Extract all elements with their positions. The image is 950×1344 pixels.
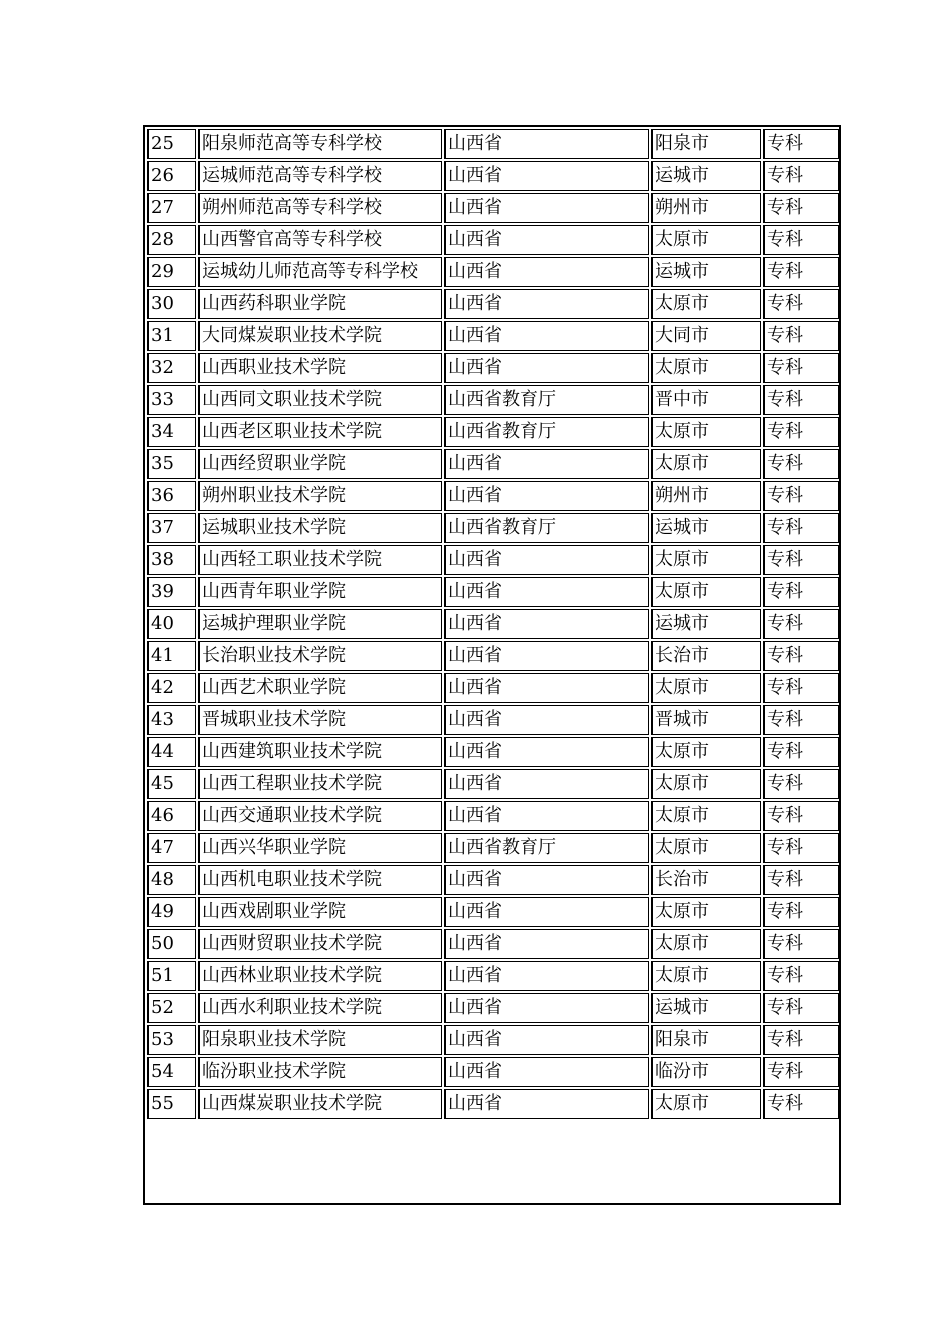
- level-cell: 专科: [763, 193, 839, 223]
- row-number-cell: 52: [147, 993, 196, 1023]
- level-cell: 专科: [763, 897, 839, 927]
- table-row: [147, 929, 839, 959]
- table-row: [147, 641, 839, 671]
- college-name-cell: 运城职业技术学院: [198, 513, 442, 543]
- department-cell: 山西省教育厅: [444, 513, 649, 543]
- table-row: [147, 129, 839, 159]
- college-name-cell: 山西同文职业技术学院: [198, 385, 442, 415]
- table-row: [147, 449, 839, 479]
- department-cell: 山西省: [444, 321, 649, 351]
- level-cell: 专科: [763, 417, 839, 447]
- level-cell: 专科: [763, 353, 839, 383]
- department-cell: 山西省: [444, 289, 649, 319]
- city-cell: 阳泉市: [651, 129, 761, 159]
- level-cell: 专科: [763, 737, 839, 767]
- city-cell: 太原市: [651, 577, 761, 607]
- row-number-cell: 46: [147, 801, 196, 831]
- department-cell: 山西省教育厅: [444, 833, 649, 863]
- table-row: [147, 737, 839, 767]
- department-cell: 山西省教育厅: [444, 417, 649, 447]
- city-cell: 太原市: [651, 289, 761, 319]
- college-table: [145, 127, 841, 1121]
- college-list-table: [143, 125, 841, 1205]
- city-cell: 运城市: [651, 513, 761, 543]
- city-cell: 太原市: [651, 449, 761, 479]
- table-row: [147, 833, 839, 863]
- level-cell: 专科: [763, 865, 839, 895]
- level-cell: 专科: [763, 641, 839, 671]
- row-number-cell: 53: [147, 1025, 196, 1055]
- level-cell: 专科: [763, 257, 839, 287]
- table-row: [147, 705, 839, 735]
- row-number-cell: 30: [147, 289, 196, 319]
- level-cell: 专科: [763, 161, 839, 191]
- college-name-cell: 运城师范高等专科学校: [198, 161, 442, 191]
- table-row: [147, 897, 839, 927]
- department-cell: 山西省: [444, 1057, 649, 1087]
- college-name-cell: 山西水利职业技术学院: [198, 993, 442, 1023]
- level-cell: 专科: [763, 801, 839, 831]
- table-row: [147, 225, 839, 255]
- row-number-cell: 41: [147, 641, 196, 671]
- department-cell: 山西省: [444, 769, 649, 799]
- level-cell: 专科: [763, 577, 839, 607]
- row-number-cell: 48: [147, 865, 196, 895]
- department-cell: 山西省: [444, 129, 649, 159]
- department-cell: 山西省: [444, 353, 649, 383]
- table-row: [147, 481, 839, 511]
- college-name-cell: 山西煤炭职业技术学院: [198, 1089, 442, 1119]
- city-cell: 太原市: [651, 897, 761, 927]
- college-name-cell: 朔州师范高等专科学校: [198, 193, 442, 223]
- college-name-cell: 运城护理职业学院: [198, 609, 442, 639]
- college-name-cell: 晋城职业技术学院: [198, 705, 442, 735]
- table-row: [147, 545, 839, 575]
- table-body: [147, 129, 839, 1119]
- department-cell: 山西省: [444, 225, 649, 255]
- college-name-cell: 山西老区职业技术学院: [198, 417, 442, 447]
- department-cell: 山西省: [444, 737, 649, 767]
- table-row: [147, 993, 839, 1023]
- row-number-cell: 26: [147, 161, 196, 191]
- city-cell: 朔州市: [651, 481, 761, 511]
- college-name-cell: 山西轻工职业技术学院: [198, 545, 442, 575]
- row-number-cell: 44: [147, 737, 196, 767]
- college-name-cell: 山西交通职业技术学院: [198, 801, 442, 831]
- table-row: [147, 353, 839, 383]
- row-number-cell: 55: [147, 1089, 196, 1119]
- department-cell: 山西省: [444, 993, 649, 1023]
- table-row: [147, 385, 839, 415]
- row-number-cell: 54: [147, 1057, 196, 1087]
- level-cell: 专科: [763, 705, 839, 735]
- row-number-cell: 50: [147, 929, 196, 959]
- table-row: [147, 161, 839, 191]
- city-cell: 晋城市: [651, 705, 761, 735]
- college-name-cell: 长治职业技术学院: [198, 641, 442, 671]
- table-row: [147, 289, 839, 319]
- department-cell: 山西省: [444, 929, 649, 959]
- row-number-cell: 51: [147, 961, 196, 991]
- table-row: [147, 865, 839, 895]
- row-number-cell: 35: [147, 449, 196, 479]
- row-number-cell: 49: [147, 897, 196, 927]
- city-cell: 太原市: [651, 673, 761, 703]
- city-cell: 太原市: [651, 769, 761, 799]
- college-name-cell: 运城幼儿师范高等专科学校: [198, 257, 442, 287]
- table-row: [147, 801, 839, 831]
- table-row: [147, 1089, 839, 1119]
- city-cell: 晋中市: [651, 385, 761, 415]
- department-cell: 山西省教育厅: [444, 385, 649, 415]
- row-number-cell: 47: [147, 833, 196, 863]
- city-cell: 长治市: [651, 865, 761, 895]
- row-number-cell: 39: [147, 577, 196, 607]
- city-cell: 太原市: [651, 1089, 761, 1119]
- level-cell: 专科: [763, 545, 839, 575]
- level-cell: 专科: [763, 769, 839, 799]
- department-cell: 山西省: [444, 1025, 649, 1055]
- department-cell: 山西省: [444, 961, 649, 991]
- department-cell: 山西省: [444, 545, 649, 575]
- level-cell: 专科: [763, 673, 839, 703]
- department-cell: 山西省: [444, 865, 649, 895]
- level-cell: 专科: [763, 609, 839, 639]
- college-name-cell: 山西青年职业学院: [198, 577, 442, 607]
- level-cell: 专科: [763, 1057, 839, 1087]
- level-cell: 专科: [763, 225, 839, 255]
- table-row: [147, 417, 839, 447]
- college-name-cell: 大同煤炭职业技术学院: [198, 321, 442, 351]
- department-cell: 山西省: [444, 193, 649, 223]
- college-name-cell: 山西机电职业技术学院: [198, 865, 442, 895]
- table-row: [147, 193, 839, 223]
- city-cell: 太原市: [651, 737, 761, 767]
- city-cell: 运城市: [651, 257, 761, 287]
- department-cell: 山西省: [444, 577, 649, 607]
- college-name-cell: 山西药科职业学院: [198, 289, 442, 319]
- department-cell: 山西省: [444, 449, 649, 479]
- table-row: [147, 513, 839, 543]
- row-number-cell: 42: [147, 673, 196, 703]
- level-cell: 专科: [763, 929, 839, 959]
- row-number-cell: 45: [147, 769, 196, 799]
- level-cell: 专科: [763, 481, 839, 511]
- city-cell: 运城市: [651, 609, 761, 639]
- city-cell: 太原市: [651, 417, 761, 447]
- table-row: [147, 321, 839, 351]
- level-cell: 专科: [763, 961, 839, 991]
- table-row: [147, 769, 839, 799]
- college-name-cell: 阳泉师范高等专科学校: [198, 129, 442, 159]
- college-name-cell: 山西警官高等专科学校: [198, 225, 442, 255]
- row-number-cell: 32: [147, 353, 196, 383]
- level-cell: 专科: [763, 993, 839, 1023]
- level-cell: 专科: [763, 1089, 839, 1119]
- college-name-cell: 山西建筑职业技术学院: [198, 737, 442, 767]
- department-cell: 山西省: [444, 161, 649, 191]
- table-row: [147, 257, 839, 287]
- city-cell: 运城市: [651, 993, 761, 1023]
- department-cell: 山西省: [444, 609, 649, 639]
- college-name-cell: 山西艺术职业学院: [198, 673, 442, 703]
- department-cell: 山西省: [444, 897, 649, 927]
- table-row: [147, 961, 839, 991]
- college-name-cell: 山西林业职业技术学院: [198, 961, 442, 991]
- level-cell: 专科: [763, 321, 839, 351]
- level-cell: 专科: [763, 289, 839, 319]
- row-number-cell: 33: [147, 385, 196, 415]
- city-cell: 太原市: [651, 545, 761, 575]
- college-name-cell: 山西职业技术学院: [198, 353, 442, 383]
- city-cell: 太原市: [651, 833, 761, 863]
- level-cell: 专科: [763, 1025, 839, 1055]
- table-row: [147, 673, 839, 703]
- city-cell: 大同市: [651, 321, 761, 351]
- city-cell: 运城市: [651, 161, 761, 191]
- level-cell: 专科: [763, 833, 839, 863]
- row-number-cell: 34: [147, 417, 196, 447]
- department-cell: 山西省: [444, 673, 649, 703]
- row-number-cell: 31: [147, 321, 196, 351]
- level-cell: 专科: [763, 513, 839, 543]
- city-cell: 太原市: [651, 929, 761, 959]
- college-name-cell: 山西兴华职业学院: [198, 833, 442, 863]
- row-number-cell: 38: [147, 545, 196, 575]
- college-name-cell: 山西经贸职业学院: [198, 449, 442, 479]
- table-row: [147, 609, 839, 639]
- college-name-cell: 阳泉职业技术学院: [198, 1025, 442, 1055]
- row-number-cell: 25: [147, 129, 196, 159]
- table-row: [147, 1057, 839, 1087]
- level-cell: 专科: [763, 385, 839, 415]
- department-cell: 山西省: [444, 481, 649, 511]
- college-name-cell: 山西戏剧职业学院: [198, 897, 442, 927]
- city-cell: 太原市: [651, 353, 761, 383]
- table-row: [147, 1025, 839, 1055]
- department-cell: 山西省: [444, 641, 649, 671]
- row-number-cell: 40: [147, 609, 196, 639]
- level-cell: 专科: [763, 129, 839, 159]
- city-cell: 太原市: [651, 801, 761, 831]
- college-name-cell: 山西工程职业技术学院: [198, 769, 442, 799]
- city-cell: 临汾市: [651, 1057, 761, 1087]
- city-cell: 阳泉市: [651, 1025, 761, 1055]
- department-cell: 山西省: [444, 257, 649, 287]
- row-number-cell: 29: [147, 257, 196, 287]
- college-name-cell: 临汾职业技术学院: [198, 1057, 442, 1087]
- level-cell: 专科: [763, 449, 839, 479]
- city-cell: 朔州市: [651, 193, 761, 223]
- row-number-cell: 28: [147, 225, 196, 255]
- row-number-cell: 37: [147, 513, 196, 543]
- city-cell: 长治市: [651, 641, 761, 671]
- row-number-cell: 27: [147, 193, 196, 223]
- city-cell: 太原市: [651, 225, 761, 255]
- row-number-cell: 43: [147, 705, 196, 735]
- college-name-cell: 山西财贸职业技术学院: [198, 929, 442, 959]
- table-row: [147, 577, 839, 607]
- city-cell: 太原市: [651, 961, 761, 991]
- college-name-cell: 朔州职业技术学院: [198, 481, 442, 511]
- department-cell: 山西省: [444, 705, 649, 735]
- department-cell: 山西省: [444, 1089, 649, 1119]
- department-cell: 山西省: [444, 801, 649, 831]
- row-number-cell: 36: [147, 481, 196, 511]
